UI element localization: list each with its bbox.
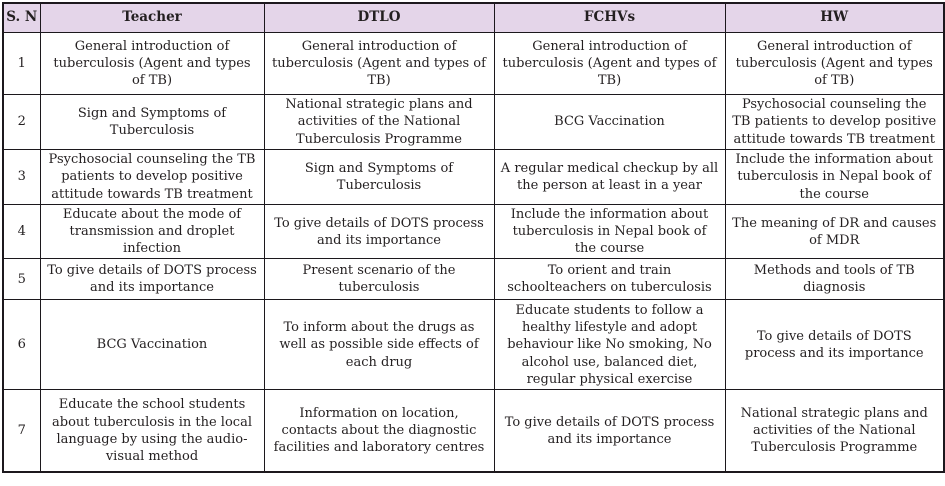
dtlo-activity-cell: National strategic plans and activities of the National Tuberculosis Programme [264,95,494,150]
serial-number-cell: 5 [3,259,40,300]
fchvs-activity-cell: Educate students to follow a healthy lifestyle and adopt behaviour like No smoking, No alcohol use, balanced diet, regular physical exercise [494,300,725,390]
serial-number-cell: 1 [3,33,40,95]
serial-number-cell: 7 [3,390,40,472]
table-row [3,205,944,259]
serial-number-cell: 4 [3,205,40,259]
dtlo-activity-cell: Present scenario of the tuberculosis [264,259,494,300]
table-row [3,150,944,205]
table-body [3,33,944,472]
fchvs-activity-cell: General introduction of tuberculosis (Agent and types of TB) [494,33,725,95]
fchvs-activity-cell: To give details of DOTS process and its importance [494,390,725,472]
table-row [3,300,944,390]
table-row [3,95,944,150]
hw-activity-cell: Include the information about tuberculosis in Nepal book of the course [725,150,944,205]
table-row [3,259,944,300]
teacher-activity-cell: Psychosocial counseling the TB patients to develop positive attitude towards TB treatment [40,150,264,205]
serial-number-cell: 6 [3,300,40,390]
teacher-activity-cell: Educate the school students about tuberculosis in the local language by using the audio-visual method [40,390,264,472]
table-header [3,3,944,33]
hw-activity-cell: To give details of DOTS process and its importance [725,300,944,390]
teacher-activity-cell: Sign and Symptoms of Tuberculosis [40,95,264,150]
tb-awareness-activities-table [2,2,945,473]
column-header-teacher: Teacher [40,3,264,33]
fchvs-activity-cell: Include the information about tuberculosis in Nepal book of the course [494,205,725,259]
table-row [3,33,944,95]
fchvs-activity-cell: BCG Vaccination [494,95,725,150]
fchvs-activity-cell: To orient and train schoolteachers on tuberculosis [494,259,725,300]
hw-activity-cell: Psychosocial counseling the TB patients to develop positive attitude towards TB treatment [725,95,944,150]
column-header-sn: S. N [3,3,40,33]
column-header-dtlo: DTLO [264,3,494,33]
hw-activity-cell: The meaning of DR and causes of MDR [725,205,944,259]
teacher-activity-cell: To give details of DOTS process and its importance [40,259,264,300]
teacher-activity-cell: Educate about the mode of transmission and droplet infection [40,205,264,259]
column-header-hw: HW [725,3,944,33]
dtlo-activity-cell: To give details of DOTS process and its importance [264,205,494,259]
dtlo-activity-cell: Information on location, contacts about the diagnostic facilities and laboratory centres [264,390,494,472]
teacher-activity-cell: BCG Vaccination [40,300,264,390]
table-row [3,390,944,472]
dtlo-activity-cell: To inform about the drugs as well as possible side effects of each drug [264,300,494,390]
serial-number-cell: 2 [3,95,40,150]
fchvs-activity-cell: A regular medical checkup by all the person at least in a year [494,150,725,205]
hw-activity-cell: Methods and tools of TB diagnosis [725,259,944,300]
header-row [3,3,944,33]
dtlo-activity-cell: General introduction of tuberculosis (Agent and types of TB) [264,33,494,95]
serial-number-cell: 3 [3,150,40,205]
hw-activity-cell: National strategic plans and activities of the National Tuberculosis Programme [725,390,944,472]
hw-activity-cell: General introduction of tuberculosis (Agent and types of TB) [725,33,944,95]
dtlo-activity-cell: Sign and Symptoms of Tuberculosis [264,150,494,205]
column-header-fchvs: FCHVs [494,3,725,33]
teacher-activity-cell: General introduction of tuberculosis (Agent and types of TB) [40,33,264,95]
